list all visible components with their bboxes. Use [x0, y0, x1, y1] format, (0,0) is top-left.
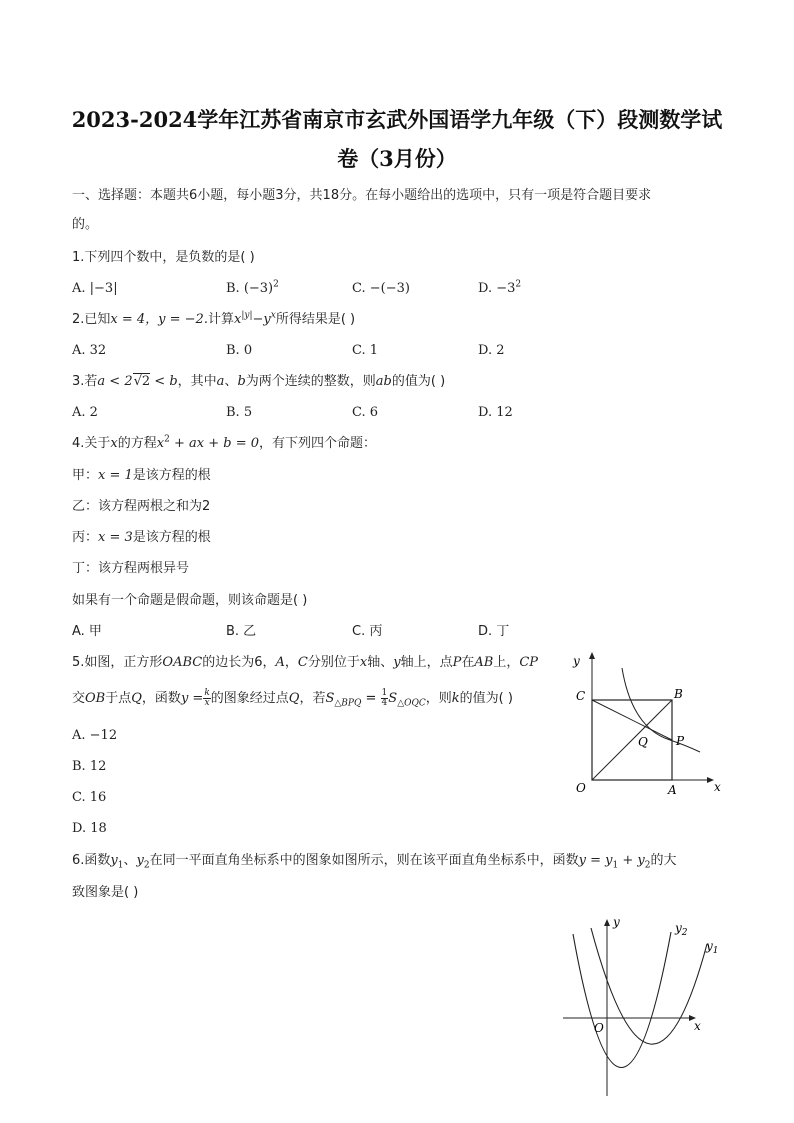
q5-square-figure: [570, 648, 730, 804]
q2-option-c: C. 1: [352, 343, 379, 358]
segment-cp: [592, 700, 672, 740]
y-axis-arrow: [604, 919, 610, 926]
question-4-stem: 4.关于x的方程$x^2$ + ax + b = 0，有下列四个命题：: [72, 434, 377, 451]
q4-option-c: C. 丙: [352, 624, 383, 639]
q4-statement-ding: 丁：该方程两根异号: [72, 561, 190, 576]
q5-option-a: A. −12: [72, 728, 118, 743]
q1-option-b: B. $(-3)^2$: [226, 279, 279, 296]
q2-option-a: A. 32: [72, 343, 107, 358]
q4-statement-jia: 甲：x = 1是该方程的根: [72, 468, 211, 483]
q6-parabolas-figure: [555, 912, 735, 1098]
fig6-label-y: y: [613, 915, 620, 929]
fig6-label-y2: $y_2$: [675, 921, 688, 938]
q5-option-b: B. 12: [72, 759, 107, 774]
q1-option-d: D. $-3^2$: [478, 279, 522, 296]
fig5-label-x: x: [714, 780, 721, 794]
q5-option-c: C. 16: [72, 790, 107, 805]
q2-option-d: D. 2: [478, 343, 505, 358]
y-axis-arrow: [589, 652, 595, 659]
fig5-label-a: A: [668, 783, 677, 797]
fig6-label-y1: $y_1$: [706, 939, 719, 956]
exam-title-line2: 卷（3月份）: [337, 146, 457, 171]
fig5-label-o: O: [576, 781, 586, 795]
q3-option-d: D. 12: [478, 405, 513, 420]
fig6-label-x: x: [694, 1019, 701, 1033]
parabola-y2: [573, 932, 671, 1068]
q4-option-d: D. 丁: [478, 624, 510, 639]
q3-option-c: C. 6: [352, 405, 379, 420]
question-6-stem: 6.函数$y_1$、$y_2$在同一平面直角坐标系中的图象如图所示，则在该平面直角坐标系中，函数$y = y_1 + y_2$的大: [72, 853, 677, 871]
question-5-stem: 5.如图，正方形OABC的边长为6，A，C分别位于x轴、y轴上，点P在AB上，CP: [72, 655, 539, 670]
q3-option-a: A. 2: [72, 405, 98, 420]
q1-option-a: A. |−3|: [72, 281, 118, 296]
parabola-y1: [591, 928, 707, 1044]
fig5-label-p: P: [676, 734, 685, 748]
fig5-label-b: B: [674, 687, 683, 701]
fig5-label-y: y: [573, 654, 580, 668]
fig5-label-c: C: [576, 689, 586, 703]
fig5-label-q: Q: [638, 735, 648, 749]
exam-title-line1: 2023-2024学年江苏省南京市玄武外国语学九年级（下）段测数学试: [71, 107, 723, 132]
hyperbola-curve: [622, 668, 700, 752]
fig6-label-o: O: [594, 1021, 604, 1035]
section-instructions: 一、选择题：本题共6小题，每小题3分，共18分。在每小题给出的选项中，只有一项是符合题目要求: [72, 188, 652, 203]
q3-option-b: B. 5: [226, 405, 253, 420]
q5-option-d: D. 18: [72, 821, 107, 836]
x-axis-arrow: [707, 777, 714, 783]
section-instructions-cont: 的。: [72, 217, 99, 232]
q1-option-c: C. −(−3): [352, 281, 410, 296]
q4-option-a: A. 甲: [72, 624, 102, 639]
question-3-stem: 3.若a < 2√2 < b，其中a、b为两个连续的整数，则ab的值为( ): [72, 374, 446, 389]
q4-statement-bing: 丙：x = 3是该方程的根: [72, 530, 211, 545]
question-5-stem-cont: 交OB于点Q，函数y = $\frac{k}{x}$ 的图象经过点Q，若$S_{\triangle BPQ}$ = $\frac{1}{4}$ $S_{\triangle OQC}$，则k的值为( ): [72, 688, 513, 709]
q4-question: 如果有一个命题是假命题，则该命题是( ): [72, 593, 308, 608]
question-6-stem-cont: 致图象是( ): [72, 885, 139, 900]
diagonal-ob: [592, 700, 672, 780]
question-2-stem: 2.已知x = 4，y = −2.计算$x^{|y|}-y^x$所得结果是( ): [72, 310, 356, 327]
q4-option-b: B. 乙: [226, 624, 257, 639]
q2-option-b: B. 0: [226, 343, 253, 358]
question-1-stem: 1.下列四个数中，是负数的是( ): [72, 250, 255, 265]
q4-statement-yi: 乙：该方程两根之和为2: [72, 499, 211, 514]
